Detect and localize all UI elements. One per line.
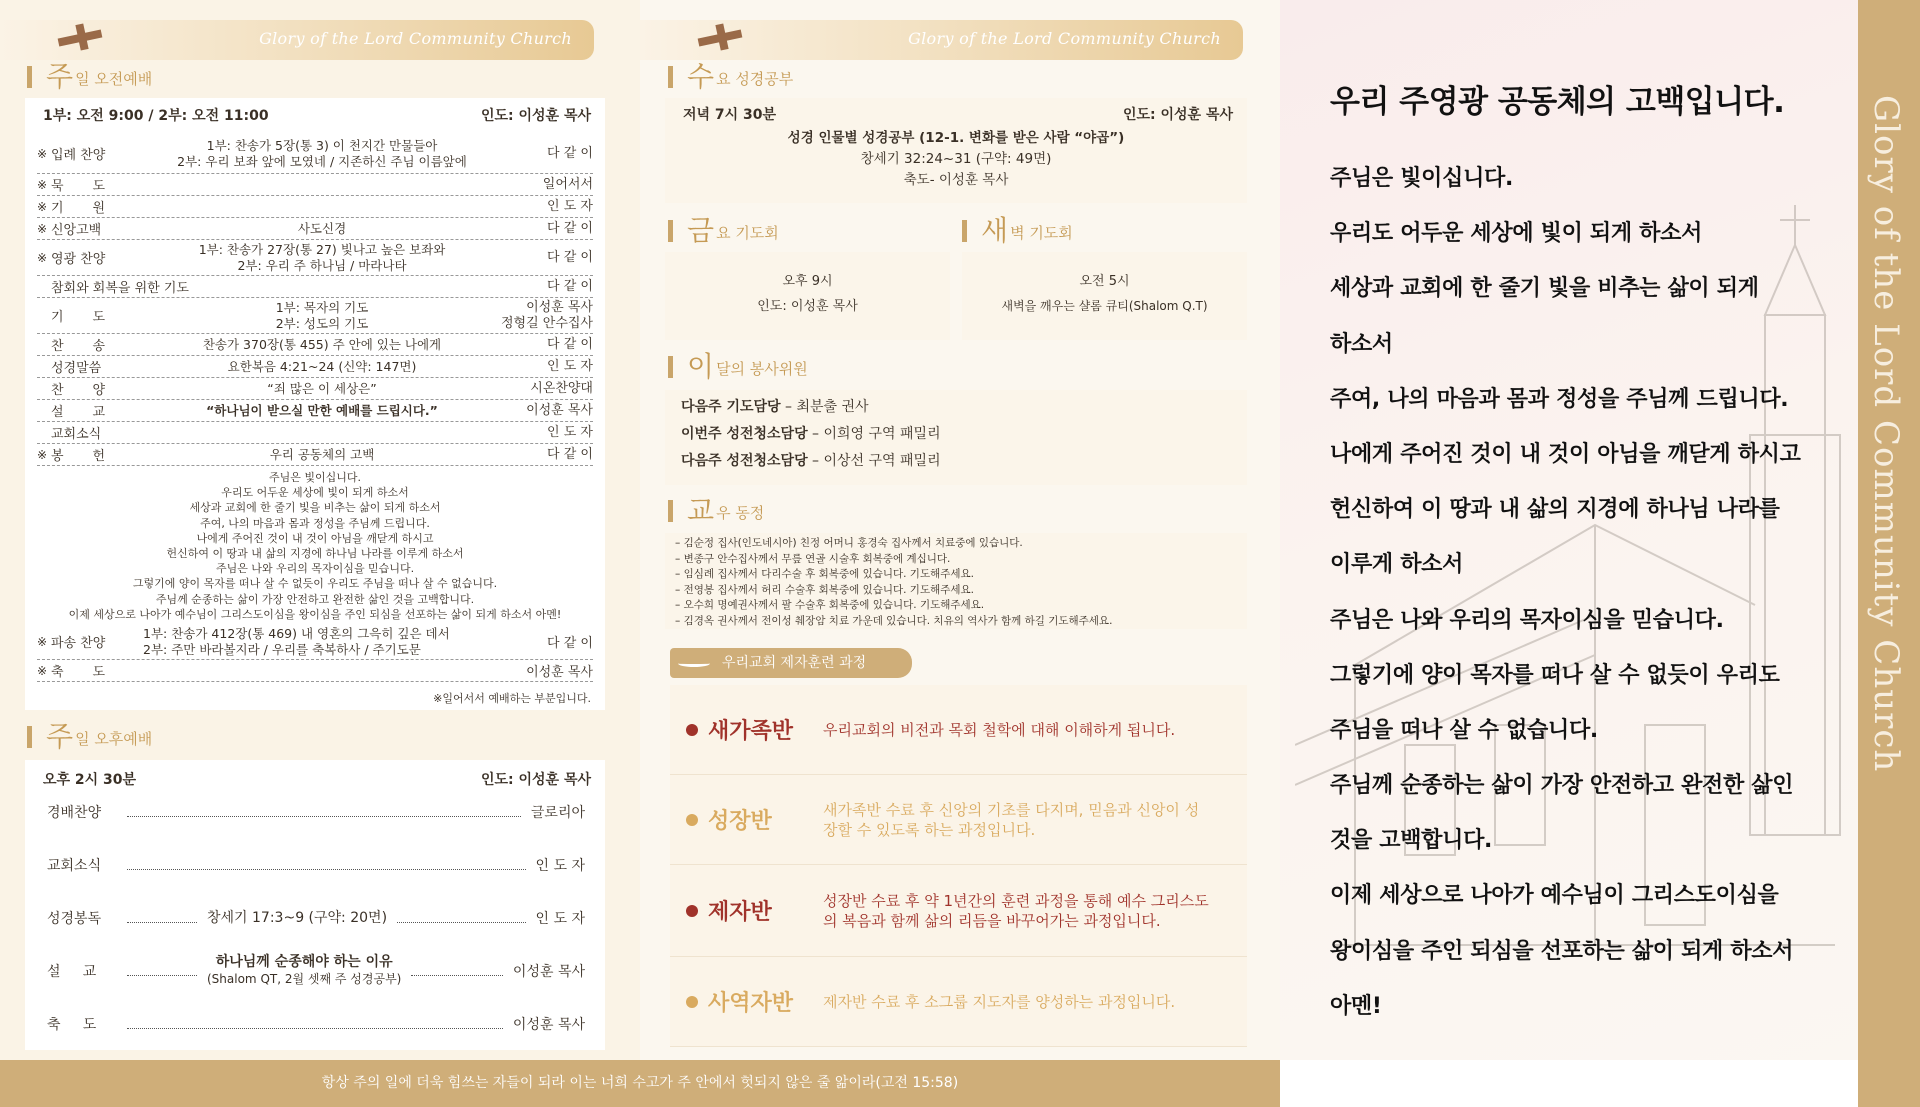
item-detail — [161, 138, 483, 170]
afternoon-item — [25, 949, 605, 993]
item-name: 입례 찬양 — [51, 148, 106, 163]
sunday-morning-box — [25, 98, 605, 710]
standing-mark: ※ — [37, 221, 48, 236]
dot-leader — [127, 966, 197, 976]
item-leader: 인 도 자 — [535, 858, 585, 874]
item-name: 경배찬양 — [47, 805, 102, 821]
item-leader: 이성훈 목사 — [512, 1017, 585, 1033]
item-detail-line: 요한복음 4:21~24 (신약: 147면) — [227, 358, 417, 374]
item-leader — [483, 337, 593, 353]
dawn-heading — [962, 216, 1073, 246]
course-desc: 새가족반 수료 후 신앙의 기초를 다지며, 믿음과 신앙이 성장할 수 있도록 하는 과정입니다. — [823, 800, 1200, 839]
heading-initial: 주 — [46, 720, 74, 753]
course-desc: 우리교회의 비전과 목회 철학에 대해 이해하게 됩니다. — [823, 720, 1176, 739]
item-detail-line: 사도신경 — [297, 220, 347, 236]
heading-initial: 새 — [981, 214, 1009, 247]
afternoon-item — [25, 790, 605, 834]
item-leader — [483, 403, 593, 419]
church-banner — [640, 20, 1243, 60]
news-item: – 김순정 집사(인도네시아) 친정 어머니 홍경숙 집사께서 치료중에 있습니다. — [675, 537, 1023, 549]
item-detail-line: (Shalom QT, 2월 셋째 주 성경공부) — [207, 972, 402, 986]
church-banner — [0, 20, 594, 60]
item-leader — [483, 425, 593, 441]
confession-line: 우리도 어두운 세상에 빛이 되게 하소서 — [221, 486, 409, 500]
item-leader-line: 인 도 자 — [547, 198, 593, 214]
friday-box — [665, 252, 950, 340]
item-name: 기 원 — [51, 201, 106, 216]
heading-label: 우 동정 — [716, 504, 765, 522]
bullet-dot-icon — [686, 996, 698, 1008]
item-leader-line: 인 도 자 — [547, 358, 593, 374]
dot-leader — [127, 807, 521, 817]
confession-line: 세상과 교회에 한 줄기 빛을 비추는 삶이 되게 하소서 — [189, 501, 441, 515]
standing-mark: ※ — [37, 663, 48, 678]
afternoon-item — [25, 896, 605, 940]
confession-line: 이루게 하소서 — [1330, 552, 1464, 578]
item-detail — [161, 381, 483, 397]
news-item: – 전영봉 집사께서 허리 수술후 회복중에 있습니다. 기도해주세요. — [675, 583, 975, 596]
item-detail — [161, 221, 483, 237]
wednesday-box — [665, 98, 1247, 203]
item-leader: 글로리아 — [530, 805, 585, 821]
service-item — [37, 422, 593, 444]
confession-line: 주님께 순종하는 삶이 가장 안전하고 완전한 삶인 것을 고백합니다. — [155, 592, 475, 606]
dot-leader — [411, 966, 503, 976]
confession-line: 주님을 떠나 살 수 없습니다. — [1330, 717, 1598, 743]
item-detail — [161, 403, 483, 419]
heading-initial: 주 — [46, 60, 74, 93]
heading-label: 달의 봉사위원 — [716, 360, 808, 378]
item-name: 축 도 — [51, 665, 106, 680]
item-name: 설 교 — [51, 405, 106, 420]
confession-line: 주님께 순종하는 삶이 가장 안전하고 완전한 삶인 — [1330, 773, 1794, 799]
study-title: 성경 인물별 성경공부 (12-1. 변화를 받은 사람 “야곱”) — [787, 130, 1125, 146]
item-leader — [483, 279, 593, 295]
dawn-time: 오전 5시 — [1079, 274, 1130, 289]
item-detail-line: “하나님이 받으실 만한 예배를 드립시다.” — [206, 402, 438, 418]
service-item — [37, 276, 593, 298]
dot-leader — [127, 1019, 503, 1029]
offering-confession-text — [25, 470, 605, 622]
item-detail-line: 찬송가 370장(통 455) 주 안에 있는 나에게 — [202, 336, 442, 352]
item-leader — [483, 199, 593, 215]
confession-title: 우리 주영광 공동체의 고백입니다. — [1330, 84, 1785, 120]
item-leader-line: 다 같 이 — [547, 145, 593, 161]
heading-initial: 이 — [687, 350, 715, 383]
confession-line: 헌신하여 이 땅과 내 삶의 지경에 하나님 나라를 — [1330, 497, 1780, 523]
item-name: 묵 도 — [51, 179, 106, 194]
heading-label: 벽 기도회 — [1010, 224, 1073, 242]
standing-mark: ※ — [37, 146, 48, 161]
volunteer-role: 다음주 성전청소담당 — [681, 453, 808, 469]
item-leader — [483, 359, 593, 375]
heading-label: 요 성경공부 — [716, 70, 794, 88]
item-leader — [483, 381, 593, 397]
item-detail-line: 2부: 주만 바라볼지라 / 우리를 축복하사 / 주기도문 — [143, 641, 421, 657]
service-item — [37, 218, 593, 240]
item-leader-line: 일어서서 — [542, 176, 593, 192]
confession-line: 이제 세상으로 나아가 예수님이 그리스도이심을 — [1330, 883, 1779, 909]
volunteer-row — [681, 394, 1247, 421]
service-item — [37, 240, 593, 276]
confession-block — [1330, 76, 1850, 1034]
friday-heading — [668, 216, 779, 246]
item-leader — [483, 221, 593, 237]
item-leader: 다 같 이 — [547, 636, 593, 651]
confession-line: 세상과 교회에 한 줄기 빛을 비추는 삶이 되게 — [1330, 276, 1759, 302]
item-name: 찬 양 — [51, 383, 106, 398]
item-name: 축 도 — [47, 1017, 97, 1033]
news-item: – 변종구 안수집사께서 무릎 연골 시술후 회복중에 계십니다. — [675, 552, 951, 565]
study-detail — [665, 128, 1247, 191]
item-detail-line: 1부: 찬송가 27장(통 27) 빛나고 높은 보좌와 — [198, 241, 446, 257]
standing-mark: ※ — [37, 250, 48, 265]
service-item — [37, 334, 593, 356]
schedule-panel — [640, 0, 1280, 1060]
item-leader: 이성훈 목사 — [512, 964, 585, 980]
standing-mark: ※ — [37, 447, 48, 462]
confession-line: 헌신하여 이 땅과 내 삶의 지경에 하나님 나라를 이루게 하소서 — [166, 547, 464, 561]
item-leader — [483, 250, 593, 266]
service-item — [37, 444, 593, 466]
item-detail-line: 1부: 목자의 기도 — [275, 299, 369, 315]
item-detail — [207, 954, 401, 988]
service-time: 오후 2시 30분 — [43, 772, 137, 788]
course-desc: 제자반 수료 후 소그룹 지도자를 양성하는 과정입니다. — [823, 992, 1176, 1011]
item-detail-line: 2부: 우리 주 하나님 / 마라나타 — [237, 257, 407, 273]
item-leader — [483, 300, 593, 332]
item-detail-line: 우리 공동체의 고백 — [269, 446, 375, 462]
service-leader: 인도: 이성훈 목사 — [480, 108, 591, 124]
service-item — [37, 400, 593, 422]
worship-order-panel — [0, 0, 640, 1060]
course-row — [670, 685, 1247, 775]
discipleship-swoosh-icon — [678, 660, 710, 667]
item-detail-line: 2부: 성도의 기도 — [275, 315, 369, 331]
dot-leader — [127, 860, 526, 870]
confession-line: 그렇기에 양이 목자를 떠나 살 수 없듯이 우리도 — [1330, 662, 1780, 688]
confession-line: 아멘! — [1330, 993, 1382, 1019]
item-leader-line: 다 같 이 — [547, 446, 593, 462]
item-detail-line: 1부: 찬송가 412장(통 469) 내 영혼의 그윽히 깊은 데서 — [143, 625, 450, 641]
item-leader-line: 다 같 이 — [547, 278, 593, 294]
item-leader — [483, 447, 593, 463]
item-detail-line: 하나님께 순종해야 하는 이유 — [215, 954, 393, 970]
volunteer-row — [681, 421, 1247, 448]
bullet-dot-icon — [686, 724, 698, 736]
item-name: 참회와 회복을 위한 기도 — [51, 281, 189, 296]
heading-initial: 교 — [687, 494, 715, 527]
confession-line: 주여, 나의 마음과 몸과 정성을 주님께 드립니다. — [1330, 386, 1789, 412]
service-time-row — [25, 106, 605, 124]
confession-line: 그렇기에 양이 목자를 떠나 살 수 없듯이 우리도 주님을 떠나 살 수 없습니다. — [132, 577, 498, 591]
service-time: 저녁 7시 30분 — [683, 107, 777, 123]
confession-line: 나에게 주어진 것이 내 것이 아님을 깨닫게 하시고 — [1330, 441, 1801, 467]
course-name: 사역자반 — [708, 991, 794, 1016]
discipleship-label — [670, 648, 912, 678]
discipleship-title: 우리교회 제자훈련 과정 — [722, 655, 867, 671]
news-item: – 임심례 집사께서 다리수술 후 회복중에 있습니다. 기도해주세요. — [675, 568, 975, 580]
confession-line: 주여, 나의 마음과 몸과 정성을 주님께 드립니다. — [200, 516, 430, 530]
afternoon-item — [25, 843, 605, 887]
item-detail — [143, 626, 493, 658]
confession-line: 주님은 나와 우리의 목자이심을 믿습니다. — [1330, 607, 1724, 633]
volunteer-row — [681, 448, 1247, 475]
volunteer-role: 다음주 기도담당 — [681, 399, 781, 415]
confession-line: 것을 고백합니다. — [1330, 828, 1493, 854]
heading-label: 일 오후예배 — [75, 730, 153, 748]
item-name: 성경말씀 — [51, 361, 102, 376]
confession-line: 우리도 어두운 세상에 빛이 되게 하소서 — [1330, 221, 1703, 247]
item-name: 교회소식 — [51, 427, 102, 442]
bullet-dot-icon — [686, 814, 698, 826]
course-desc: 성장반 수료 후 약 1년간의 훈련 과정을 통해 예수 그리스도의 복음과 함께 삶의 리듬을 바꾸어가는 과정입니다. — [823, 891, 1209, 930]
item-name: 봉 헌 — [51, 449, 106, 464]
news-heading — [668, 496, 764, 526]
news-box — [665, 533, 1247, 629]
confession-line: 왕이심을 주인 되심을 선포하는 삶이 되게 하소서 — [1330, 938, 1794, 964]
course-row — [670, 775, 1247, 865]
confession-line: 하소서 — [1330, 331, 1393, 357]
dot-leader — [397, 913, 525, 923]
afternoon-item — [25, 1002, 605, 1046]
service-item — [37, 174, 593, 196]
heading-label: 요 기도회 — [716, 224, 779, 242]
news-item: – 김경옥 권사께서 전이성 췌장암 치료 가운데 있습니다. 치유의 역사가 함께 하길 기도해주세요. — [675, 614, 1113, 627]
item-leader: 인 도 자 — [535, 911, 585, 927]
course-name: 새가족반 — [708, 719, 794, 744]
bullet-dot-icon — [686, 905, 698, 917]
item-name: 찬 송 — [51, 339, 106, 354]
service-item — [37, 624, 593, 660]
item-leader-line: 다 같 이 — [547, 220, 593, 236]
course-row — [670, 865, 1247, 957]
dawn-box — [962, 252, 1247, 340]
item-name: 파송 찬양 — [51, 636, 106, 651]
item-detail-line: “죄 많은 이 세상은” — [267, 380, 377, 396]
discipleship-box — [670, 685, 1247, 1047]
item-name: 성경봉독 — [47, 911, 102, 927]
item-detail — [161, 300, 483, 332]
item-leader-line: 정형길 안수집사 — [500, 315, 593, 331]
volunteer-name: – 최분출 권사 — [785, 399, 869, 415]
item-name: 기 도 — [51, 310, 106, 325]
confession-line: 주님은 나와 우리의 목자이심을 믿습니다. — [215, 562, 415, 576]
vertical-sidebar — [1858, 0, 1920, 1107]
service-leader: 인도: 이성훈 목사 — [1122, 107, 1233, 123]
item-leader-line: 인 도 자 — [547, 424, 593, 440]
heading-label: 일 오전예배 — [75, 70, 153, 88]
item-leader-line: 이성훈 목사 — [526, 299, 593, 315]
item-detail — [161, 337, 483, 353]
dot-leader — [127, 913, 197, 923]
confession-line: 이제 세상으로 나아가 예수님이 그리스도이심을 왕이심을 주인 되심을 선포하는 삶이 되게 하소서 아멘! — [68, 607, 562, 621]
sidebar-church-name: Glory of the Lord Community Church — [1866, 95, 1906, 773]
service-time-row — [665, 105, 1247, 123]
heading-initial: 금 — [687, 214, 715, 247]
service-item — [37, 298, 593, 334]
standing-mark: ※ — [37, 199, 48, 214]
item-leader-line: 시온찬양대 — [530, 380, 593, 396]
confession-line: 나에게 주어진 것이 내 것이 아님을 깨닫게 하시고 — [196, 531, 434, 545]
friday-time: 오후 9시 — [782, 274, 833, 289]
item-detail — [161, 242, 483, 274]
item-leader — [483, 146, 593, 162]
item-leader — [483, 177, 593, 193]
church-name: Glory of the Lord Community Church — [259, 29, 572, 48]
standing-mark: ※ — [37, 177, 48, 192]
item-detail-line: 창세기 17:3~9 (구약: 20면) — [207, 909, 388, 926]
service-item — [37, 660, 593, 682]
item-name: 교회소식 — [47, 858, 102, 874]
volunteer-name: – 이희영 구역 패밀리 — [812, 426, 941, 442]
standing-note: ※일어서서 예배하는 부분입니다. — [433, 692, 591, 705]
study-passage: 창세기 32:24~31 (구약: 49면) — [860, 151, 1052, 167]
item-detail-line: 1부: 찬송가 5장(통 3) 이 천지간 만물들아 — [206, 137, 438, 153]
service-leader: 인도: 이성훈 목사 — [480, 772, 591, 788]
volunteers-heading — [668, 352, 808, 382]
volunteer-role: 이번주 성전청소담당 — [681, 426, 808, 442]
course-name: 성장반 — [708, 809, 772, 834]
wednesday-heading — [668, 62, 793, 92]
confession-line: 주님은 빛이십니다. — [268, 471, 361, 484]
news-item: – 오수희 명예권사께서 팔 수술후 회복중에 있습니다. 기도해주세요. — [675, 599, 985, 611]
course-row — [670, 957, 1247, 1047]
item-detail — [161, 359, 483, 375]
confession-line: 주님은 빛이십니다. — [1330, 166, 1514, 191]
item-detail — [161, 447, 483, 463]
item-name: 설 교 — [47, 964, 97, 980]
item-detail-line: 2부: 우리 보좌 앞에 모였네 / 지존하신 주님 이름앞에 — [177, 153, 467, 169]
sunday-afternoon-box — [25, 760, 605, 1050]
service-item — [37, 134, 593, 174]
friday-leader: 인도: 이성훈 목사 — [757, 299, 858, 314]
dawn-desc: 새벽을 깨우는 샬롬 큐티(Shalom Q.T) — [1001, 299, 1208, 313]
sunday-afternoon-heading — [27, 722, 152, 752]
item-leader-line: 이성훈 목사 — [526, 402, 593, 418]
standing-mark: ※ — [37, 634, 48, 649]
item-name: 영광 찬양 — [51, 252, 106, 267]
item-leader: 이성훈 목사 — [526, 665, 593, 680]
footer-verse: 항상 주의 일에 더욱 힘쓰는 자들이 되라 이는 너희 수고가 주 안에서 헛되지 않은 줄 앎이라(고전 15:58) — [0, 1060, 1280, 1107]
study-benediction: 축도- 이성훈 목사 — [903, 172, 1009, 188]
item-detail — [207, 910, 387, 927]
volunteer-name: – 이상선 구역 패밀리 — [812, 453, 941, 469]
sunday-morning-heading — [27, 62, 152, 92]
church-name: Glory of the Lord Community Church — [908, 29, 1221, 48]
course-name: 제자반 — [708, 900, 772, 925]
item-leader-line: 다 같 이 — [547, 249, 593, 265]
item-leader-line: 다 같 이 — [547, 336, 593, 352]
service-item — [37, 356, 593, 378]
service-item — [37, 196, 593, 218]
heading-initial: 수 — [687, 60, 715, 93]
confession-lines — [1330, 151, 1850, 1034]
service-time: 1부: 오전 9:00 / 2부: 오전 11:00 — [43, 108, 269, 124]
service-item — [37, 378, 593, 400]
volunteers-box — [665, 390, 1247, 485]
item-name: 신앙고백 — [51, 223, 102, 238]
service-time-row — [25, 770, 605, 788]
